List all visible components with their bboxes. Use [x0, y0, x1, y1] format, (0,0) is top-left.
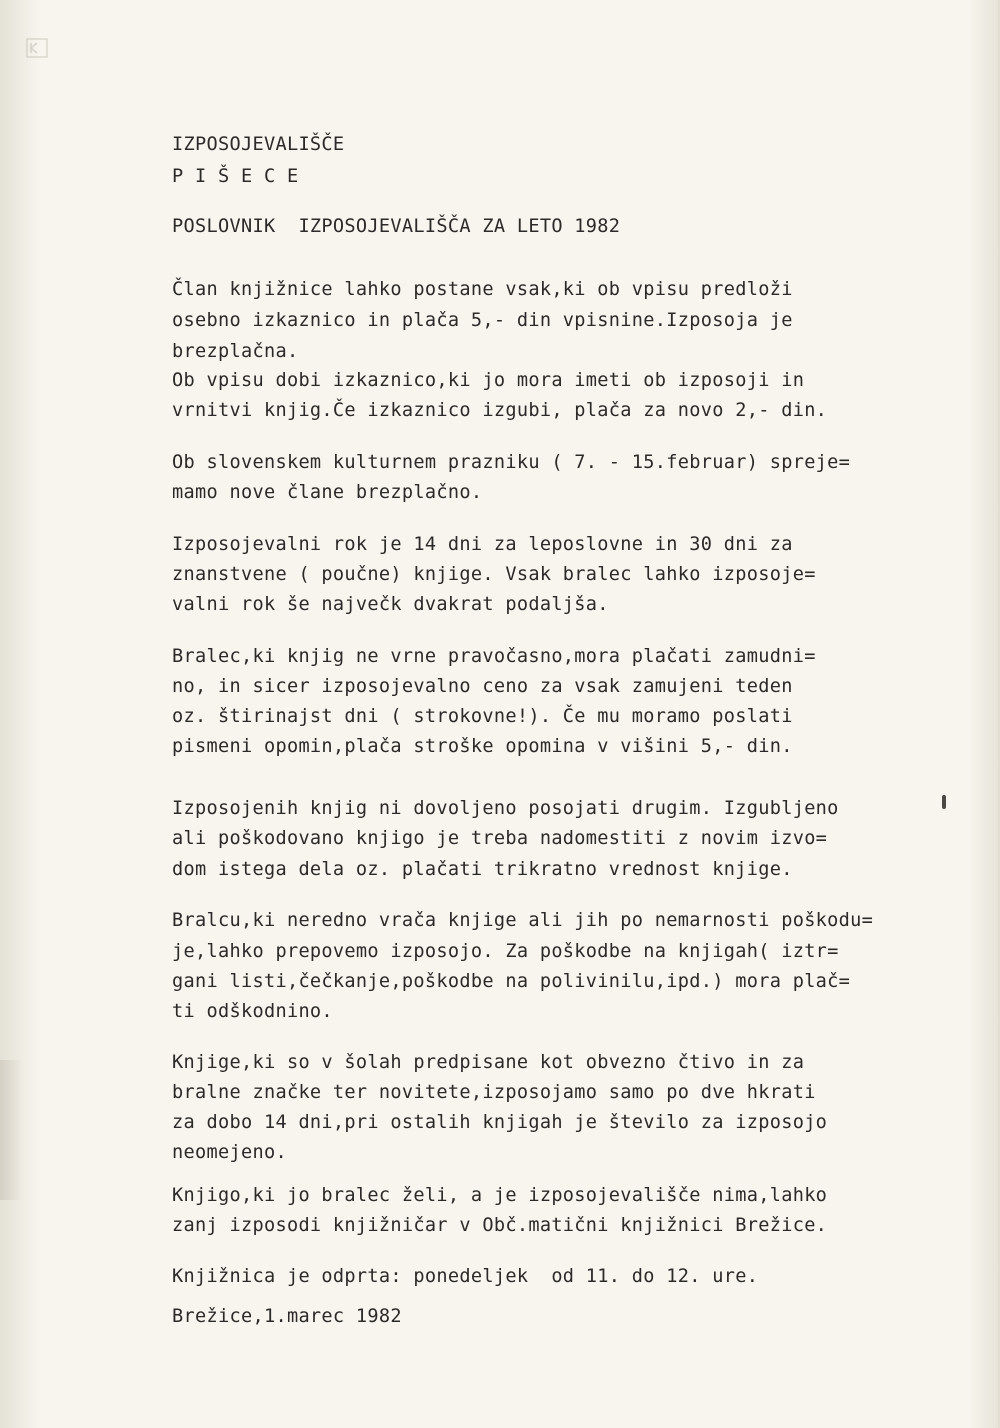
paragraph-1-line-4: Ob vpisu dobi izkaznico,ki jo mora imeti ob izposoji in	[172, 370, 805, 391]
paragraph-2-line-2: mamo nove člane brezplačno.	[172, 482, 483, 503]
pen-mark	[942, 795, 946, 809]
paragraph-7-line-2: bralne značke ter novitete,izposojamo samo po dve hkrati	[172, 1082, 816, 1103]
paragraph-2-line-1: Ob slovenskem kulturnem prazniku ( 7. - 15.februar) spreje=	[172, 452, 851, 473]
paragraph-7-line-3: za dobo 14 dni,pri ostalih knjigah je število za izposojo	[172, 1112, 828, 1133]
header-line-2: P I Š E C E	[172, 166, 299, 187]
paragraph-1-line-3: brezplačna.	[172, 341, 299, 362]
paragraph-4-line-2: no, in sicer izposojevalno ceno za vsak zamujeni teden	[172, 676, 793, 697]
place-and-date: Brežice,1.marec 1982	[172, 1306, 402, 1327]
opening-hours: Knjižnica je odprta: ponedeljek od 11. do 12. ure.	[172, 1266, 759, 1287]
archive-watermark-icon	[26, 38, 48, 58]
paragraph-5-line-2: ali poškodovano knjigo je treba nadomestiti z novim izvo=	[172, 828, 828, 849]
paper-tear	[0, 1060, 22, 1200]
paragraph-3-line-3: valni rok še največk dvakrat podaljša.	[172, 594, 609, 615]
paragraph-7-line-4: neomejeno.	[172, 1142, 287, 1163]
paragraph-1-line-1: Član knjižnice lahko postane vsak,ki ob vpisu predloži	[172, 279, 793, 300]
paragraph-3-line-1: Izposojevalni rok je 14 dni za leposlovne in 30 dni za	[172, 534, 793, 555]
paragraph-4-line-3: oz. štirinajst dni ( strokovne!). Če mu moramo poslati	[172, 706, 793, 727]
paragraph-6-line-1: Bralcu,ki neredno vrača knjige ali jih po nemarnosti poškodu=	[172, 910, 874, 931]
paragraph-4-line-4: pismeni opomin,plača stroške opomina v višini 5,- din.	[172, 736, 793, 757]
paper-shadow-left	[0, 0, 40, 1428]
paragraph-5-line-1: Izposojenih knjig ni dovoljeno posojati drugim. Izgubljeno	[172, 798, 839, 819]
paragraph-1-line-5: vrnitvi knjig.Če izkaznico izgubi, plača za novo 2,- din.	[172, 400, 828, 421]
paragraph-5-line-3: dom istega dela oz. plačati trikratno vrednost knjige.	[172, 859, 793, 880]
paragraph-4-line-1: Bralec,ki knjig ne vrne pravočasno,mora plačati zamudni=	[172, 646, 816, 667]
document-title: POSLOVNIK IZPOSOJEVALIŠČA ZA LETO 1982	[172, 216, 621, 237]
paragraph-8-line-2: zanj izposodi knjižničar v Obč.matični knjižnici Brežice.	[172, 1215, 828, 1236]
paragraph-1-line-2: osebno izkaznico in plača 5,- din vpisnine.Izposoja je	[172, 310, 793, 331]
paragraph-3-line-2: znanstvene ( poučne) knjige. Vsak bralec lahko izposoje=	[172, 564, 816, 585]
paragraph-6-line-3: gani listi,čečkanje,poškodbe na polivinilu,ipd.) mora plač=	[172, 971, 851, 992]
paragraph-7-line-1: Knjige,ki so v šolah predpisane kot obvezno čtivo in za	[172, 1052, 805, 1073]
paragraph-6-line-4: ti odškodnino.	[172, 1001, 333, 1022]
paragraph-6-line-2: je,lahko prepovemo izposojo. Za poškodbe na knjigah( iztr=	[172, 941, 839, 962]
header-line-1: IZPOSOJEVALIŠČE	[172, 134, 345, 155]
paper-shadow-right	[968, 0, 998, 1428]
paragraph-8-line-1: Knjigo,ki jo bralec želi, a je izposojevališče nima,lahko	[172, 1185, 828, 1206]
